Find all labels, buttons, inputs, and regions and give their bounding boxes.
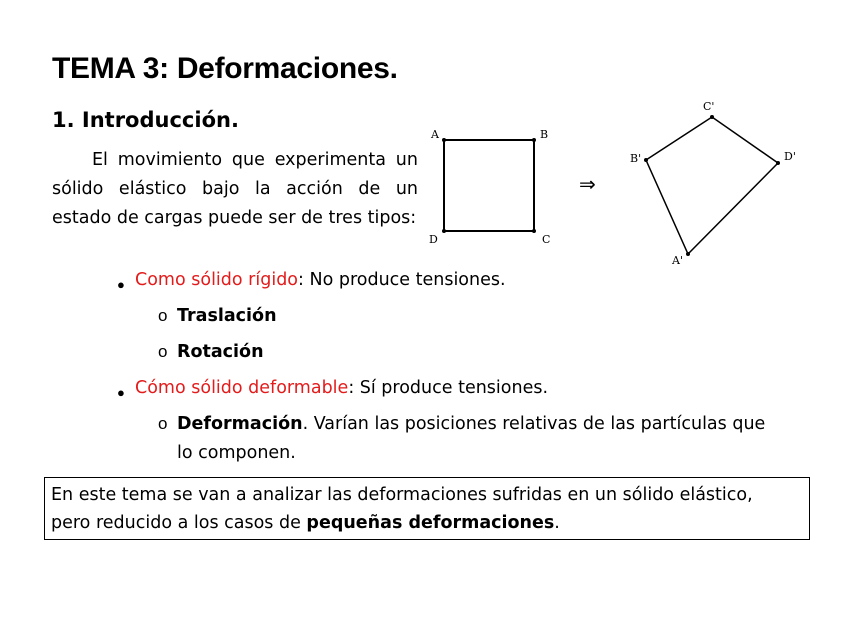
circle-bullet-icon: o	[158, 306, 168, 325]
summary-line-2-bold: pequeñas deformaciones	[306, 513, 555, 533]
rotation-term: Rotación	[177, 342, 264, 362]
translation-term: Traslación	[177, 306, 277, 326]
summary-line-1: En este tema se van a analizar las deformaciones sufridas en un sólido elástico,	[51, 485, 753, 505]
rigid-term: Como sólido rígido	[135, 270, 299, 290]
label-d-prime: D'	[784, 150, 796, 163]
bullet-icon: ●	[117, 385, 125, 400]
intro-paragraph: El movimiento que experimenta un sólido elástico bajo la acción de un estado de cargas puede ser de tres tipos:	[52, 150, 418, 228]
circle-bullet-icon: o	[158, 414, 168, 433]
label-a: A	[431, 128, 439, 141]
summary-box	[44, 477, 810, 540]
original-square	[429, 128, 550, 246]
section-heading: 1. Introducción.	[52, 108, 239, 132]
page-title: TEMA 3: Deformaciones.	[52, 52, 398, 85]
list-item-rigid	[135, 270, 506, 290]
rigid-desc: : No produce tensiones.	[298, 270, 506, 290]
label-b-prime: B'	[630, 152, 642, 165]
label-c-prime: C'	[703, 100, 715, 113]
deformation-desc: . Varían las posiciones relativas de las partículas que	[302, 414, 766, 434]
deformation-term: Deformación	[177, 414, 303, 434]
label-c: C	[542, 233, 551, 246]
bullet-icon: ●	[117, 277, 125, 292]
list-item-deformation	[177, 414, 765, 434]
deformable-term: Cómo sólido deformable	[135, 378, 349, 398]
summary-line-2-pre: pero reducido a los casos de	[51, 513, 307, 533]
list-item-translation	[177, 306, 277, 326]
list-item-deformable	[135, 378, 548, 398]
label-d: D	[429, 233, 438, 246]
deformable-desc: : Sí produce tensiones.	[348, 378, 549, 398]
list-item-rotation	[177, 342, 264, 362]
deformed-quadrilateral	[630, 100, 796, 267]
circle-bullet-icon: o	[158, 342, 168, 361]
label-a-prime: A'	[672, 254, 683, 267]
deformation-desc-continued: lo componen.	[177, 443, 296, 463]
summary-line-2	[51, 509, 803, 537]
label-b: B	[540, 128, 549, 141]
arrow-icon: ⇒	[579, 172, 596, 196]
summary-line-2-post: .	[554, 513, 560, 533]
